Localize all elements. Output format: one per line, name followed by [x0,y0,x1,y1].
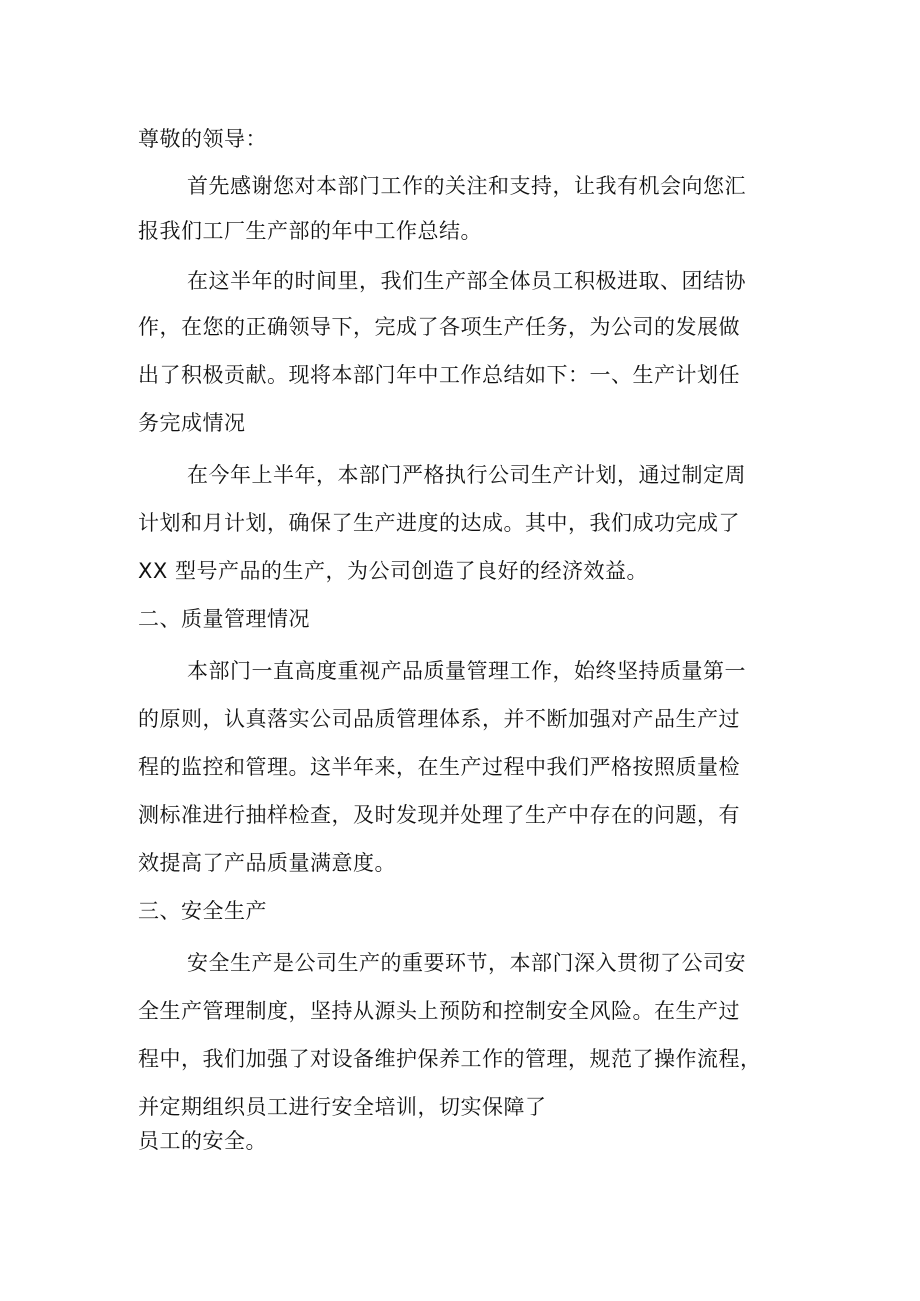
paragraph-2-line-2: 作，在您的正确领导下，完成了各项生产任务，为公司的发展做 [138,315,740,339]
paragraph-4-line-1: 本部门一直高度重视产品质量管理工作，始终坚持质量第一 [187,659,746,683]
salutation: 尊敬的领导： [138,127,267,151]
paragraph-4-line-3: 程的监控和管理。这半年来，在生产过程中我们严格按照质量检 [138,755,740,779]
section-heading-quality: 二、质量管理情况 [138,607,310,631]
paragraph-5-line-4: 并定期组织员工进行安全培训，切实保障了 [138,1095,547,1119]
paragraph-3-line-3: XX 型号产品的生产，为公司创造了良好的经济效益。 [138,559,648,583]
paragraph-1-line-1: 首先感谢您对本部门工作的关注和支持，让我有机会向您汇 [187,174,746,198]
paragraph-5-line-1: 安全生产是公司生产的重要环节，本部门深入贯彻了公司安 [187,951,746,975]
paragraph-4-line-4: 测标准进行抽样检查，及时发现并处理了生产中存在的问题，有 [138,803,740,827]
paragraph-3-line-2: 计划和月计划，确保了生产进度的达成。其中，我们成功完成了 [138,511,740,535]
paragraph-2-line-1: 在这半年的时间里，我们生产部全体员工积极进取、团结协 [187,269,746,293]
paragraph-5-line-2: 全生产管理制度，坚持从源头上预防和控制安全风险。在生产过 [138,999,740,1023]
paragraph-2-line-3: 出了积极贡献。现将本部门年中工作总结如下：一、生产计划任 [138,363,740,387]
section-heading-safety: 三、安全生产 [138,899,267,923]
paragraph-5-line-3: 程中，我们加强了对设备维护保养工作的管理，规范了操作流程， [138,1047,762,1071]
paragraph-1-line-2: 报我们工厂生产部的年中工作总结。 [138,219,482,243]
paragraph-3-line-1: 在今年上半年，本部门严格执行公司生产计划，通过制定周 [187,463,746,487]
paragraph-5-line-5: 员工的安全。 [138,1129,267,1153]
paragraph-4-line-2: 的原则，认真落实公司品质管理体系，并不断加强对产品生产过 [138,707,740,731]
paragraph-4-line-5: 效提高了产品质量满意度。 [138,851,396,875]
paragraph-2-line-4: 务完成情况 [138,411,246,435]
